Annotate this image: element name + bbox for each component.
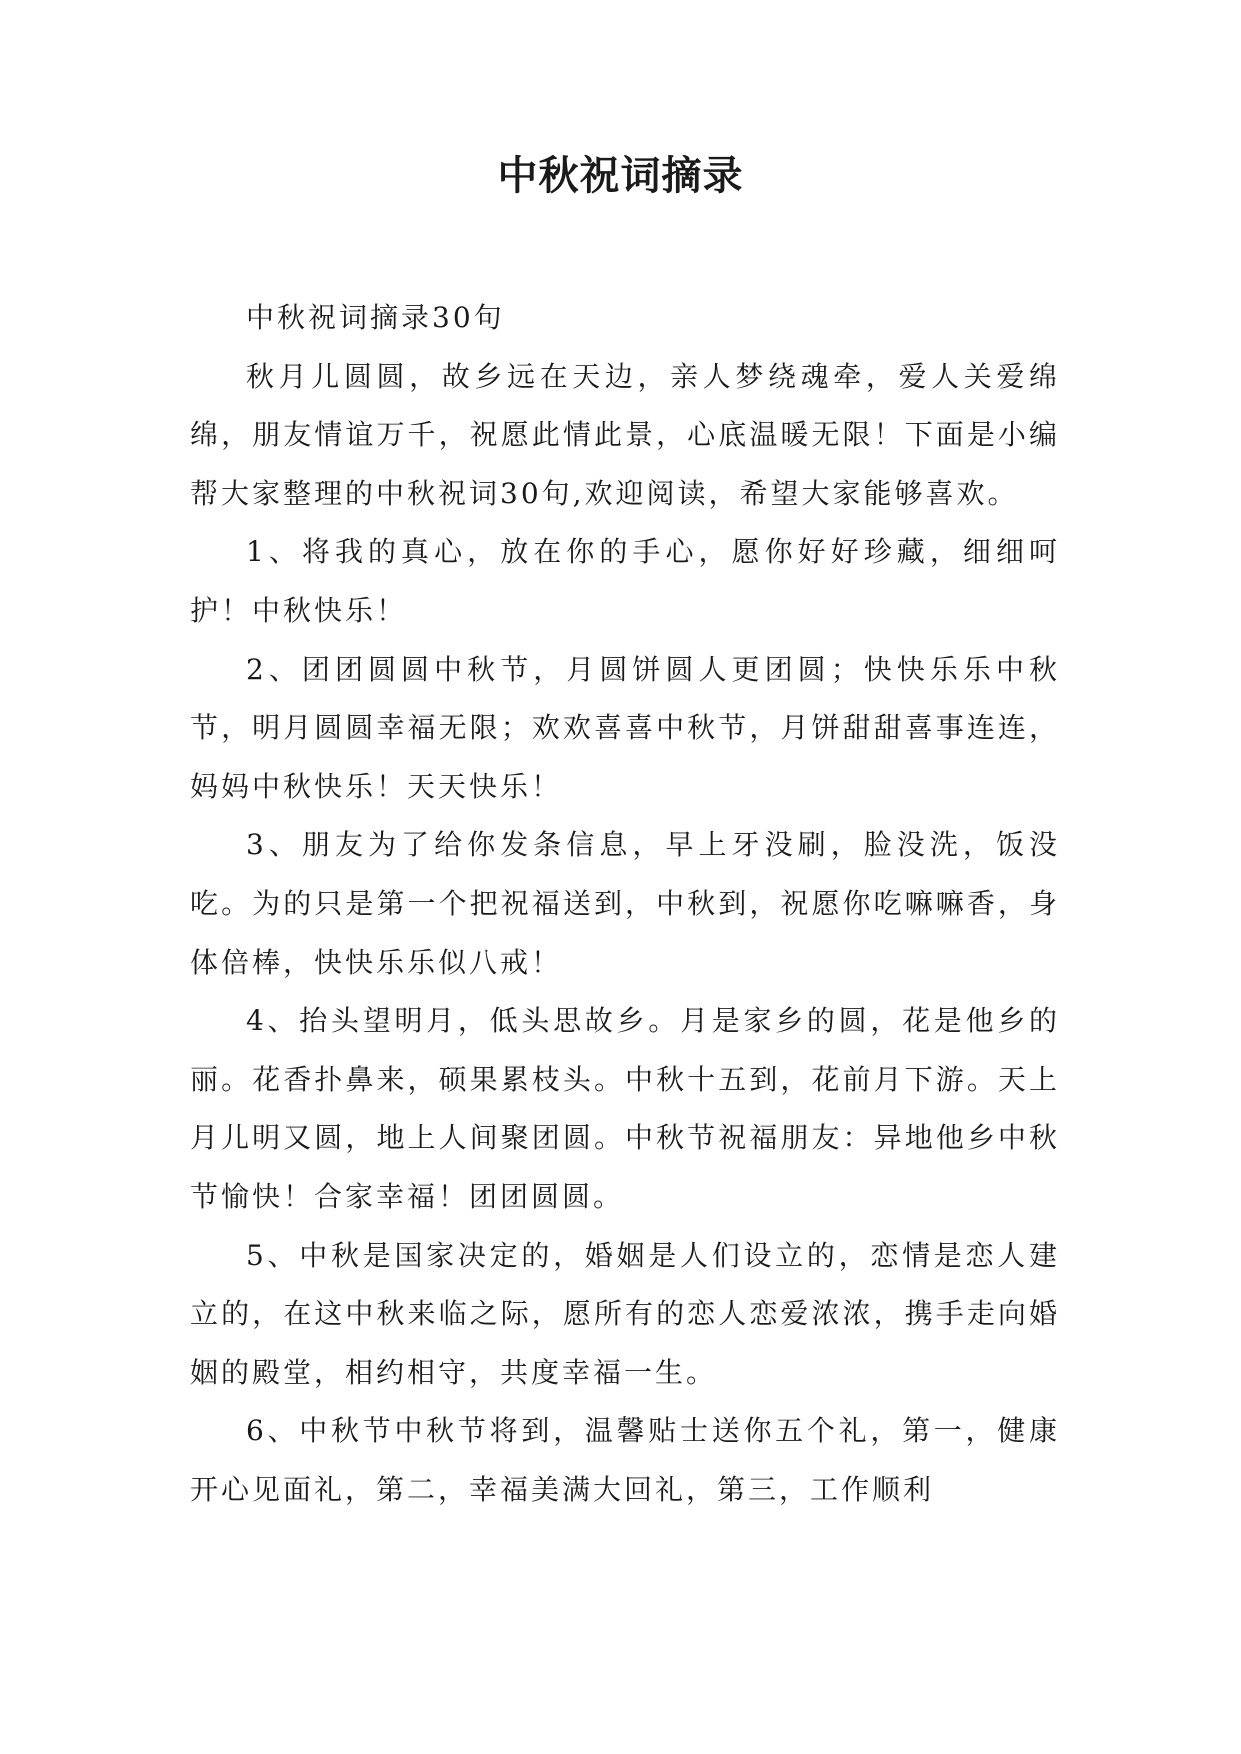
document-body [190,289,1060,1519]
paragraph-intro: 秋月儿圆圆，故乡远在天边，亲人梦绕魂牵，爱人关爱绵绵，朋友情谊万千，祝愿此情此景，心底温暖无限！下面是小编帮大家整理的中秋祝词30句,欢迎阅读，希望大家能够喜欢。 [190,359,1060,510]
paragraph-item-1: 1、将我的真心，放在你的手心，愿你好好珍藏，细细呵护！中秋快乐！ [190,535,1060,627]
paragraph-subtitle: 中秋祝词摘录30句 [246,301,505,334]
paragraph-item-2: 2、团团圆圆中秋节，月圆饼圆人更团圆；快快乐乐中秋节，明月圆圆幸福无限；欢欢喜喜中秋节，月饼甜甜喜事连连，妈妈中秋快乐！天天快乐！ [190,652,1060,803]
paragraph-item-3: 3、朋友为了给你发条信息，早上牙没刷，脸没洗，饭没吃。为的只是第一个把祝福送到，中秋到，祝愿你吃嘛嘛香，身体倍棒，快快乐乐似八戒！ [190,828,1060,979]
paragraph-item-4: 4、抬头望明月，低头思故乡。月是家乡的圆，花是他乡的丽。花香扑鼻来，硕果累枝头。中秋十五到，花前月下游。天上月儿明又圆，地上人间聚团圆。中秋节祝福朋友：异地他乡中秋节愉快！合家幸福！团团圆圆。 [190,1004,1060,1213]
paragraph-item-6: 6、中秋节中秋节将到，温馨贴士送你五个礼，第一，健康开心见面礼，第二，幸福美满大回礼，第三，工作顺利 [190,1414,1060,1506]
document-title: 中秋祝词摘录 [497,152,744,199]
paragraph-item-5: 5、中秋是国家决定的，婚姻是人们设立的，恋情是恋人建立的，在这中秋来临之际，愿所有的恋人恋爱浓浓，携手走向婚姻的殿堂，相约相守，共度幸福一生。 [190,1238,1060,1389]
